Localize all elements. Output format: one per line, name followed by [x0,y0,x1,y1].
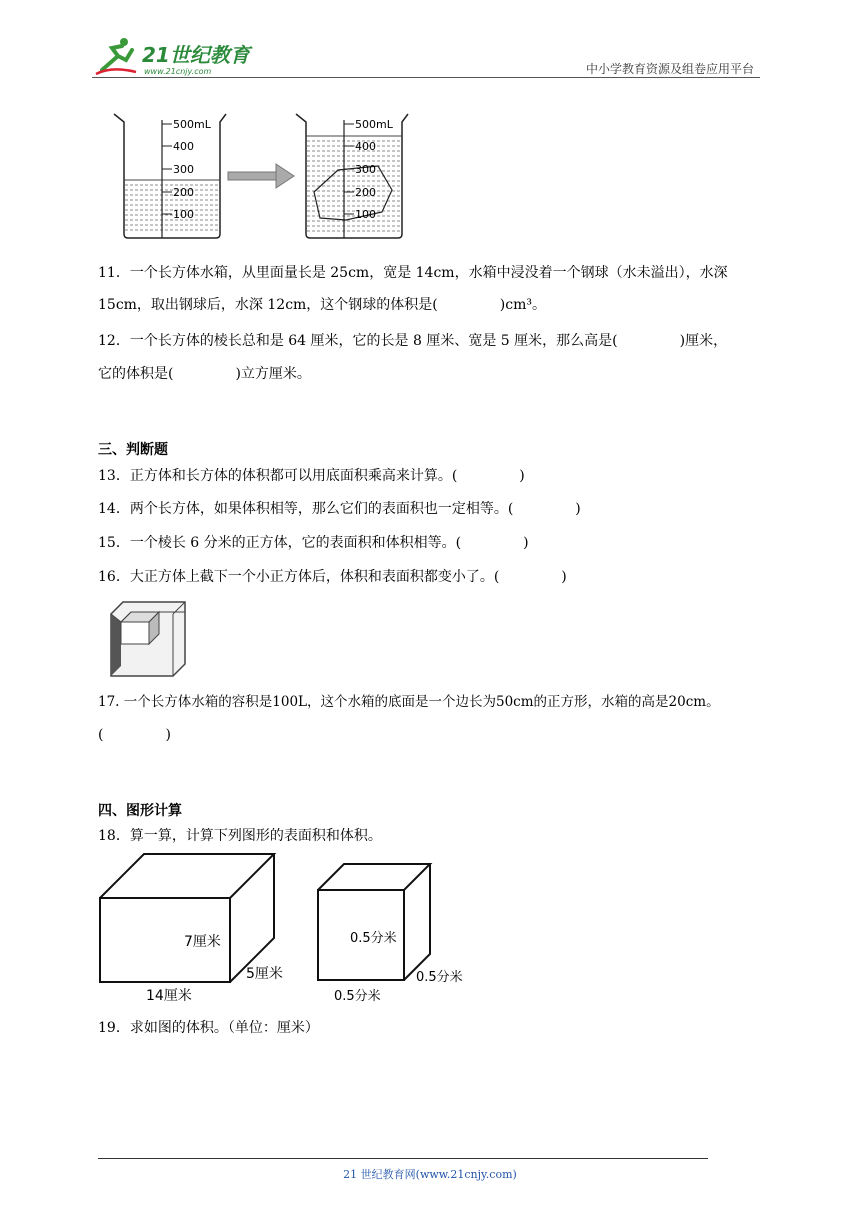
q12-text2: 它的体积是( [98,366,174,382]
tick-200: 200 [355,186,376,199]
footer-link[interactable]: 21 世纪教育网(www.21cnjy.com) [343,1168,517,1181]
boxes-diagram [96,850,476,1014]
q18: 18．算一算，计算下列图形的表面积和体积。 [98,828,382,844]
q16 [98,567,567,587]
cube-figure [318,864,430,980]
tick-400: 400 [173,140,194,153]
arrow-icon [228,164,294,188]
q19: 19．求如图的体积。（单位：厘米） [98,1020,319,1036]
site-logo [92,36,262,80]
q14-close: ) [575,501,581,517]
cube-length-label: 0.5分米 [334,989,381,1004]
q13-close: ) [519,468,525,484]
q15-close: ) [523,535,529,551]
q16-close: ) [561,569,567,585]
notched-cube-diagram [105,600,190,684]
q11-line2 [98,295,546,315]
q17-close: ) [165,727,171,743]
cuboid-figure [100,854,274,982]
q17-line1: 17. 一个长方体水箱的容积是100L，这个水箱的底面是一个边长为50cm的正方形，水箱的高是20cm。 [98,694,720,710]
q13 [98,466,525,486]
tick-300: 300 [173,163,194,176]
q17-open: ( [98,727,104,743]
q11-unit: )cm³。 [499,297,546,313]
stone-shape [314,166,392,220]
tick-100: 100 [355,208,376,221]
beaker-diagram [110,108,410,247]
logo-url: www.21cnjy.com [144,67,212,76]
q11-line1: 11．一个长方体水箱，从里面量长是 25cm，宽是 14cm，水箱中浸没着一个钢球（水未溢出），水深 [98,265,728,281]
q12-line2 [98,364,311,384]
section3-title: 三、判断题 [98,442,168,458]
q15 [98,533,529,553]
tick-100: 100 [173,208,194,221]
header-divider [92,77,760,78]
q14-text: 14．两个长方体，如果体积相等，那么它们的表面积也一定相等。( [98,501,514,517]
q12-text: 12．一个长方体的棱长总和是 64 厘米，它的长是 8 厘米、宽是 5 厘米，那么高是( [98,333,618,349]
q15-text: 15．一个棱长 6 分米的正方体，它的表面积和体积相等。( [98,535,462,551]
cube-depth-label: 0.5分米 [416,970,463,985]
tick-500: 500mL [173,118,211,131]
cube-height-label: 0.5分米 [350,931,397,946]
cuboid-depth-label: 5厘米 [246,966,283,982]
q17-line2 [98,725,171,745]
q12-line1 [98,331,727,351]
beaker-after [296,114,408,238]
section4-title: 四、图形计算 [98,803,182,819]
q12-unit2: )立方厘米。 [235,366,311,382]
tick-500: 500mL [355,118,393,131]
platform-name: 中小学教育资源及组卷应用平台 [585,62,754,76]
cuboid-length-label: 14厘米 [146,988,192,1004]
q12-unit: )厘米， [679,333,728,349]
logo-text: 21世纪教育 [142,43,250,67]
cuboid-height-label: 7厘米 [184,934,221,950]
q13-text: 13．正方体和长方体的体积都可以用底面积乘高来计算。( [98,468,458,484]
tick-400: 400 [355,140,376,153]
tick-300: 300 [355,163,376,176]
q16-text: 16．大正方体上截下一个小正方体后，体积和表面积都变小了。( [98,569,500,585]
tick-200: 200 [173,186,194,199]
beaker-before [114,114,226,238]
q11-text: 15cm，取出钢球后，水深 12cm，这个钢球的体积是( [98,297,438,313]
q14 [98,499,581,519]
footer-divider [98,1158,708,1159]
